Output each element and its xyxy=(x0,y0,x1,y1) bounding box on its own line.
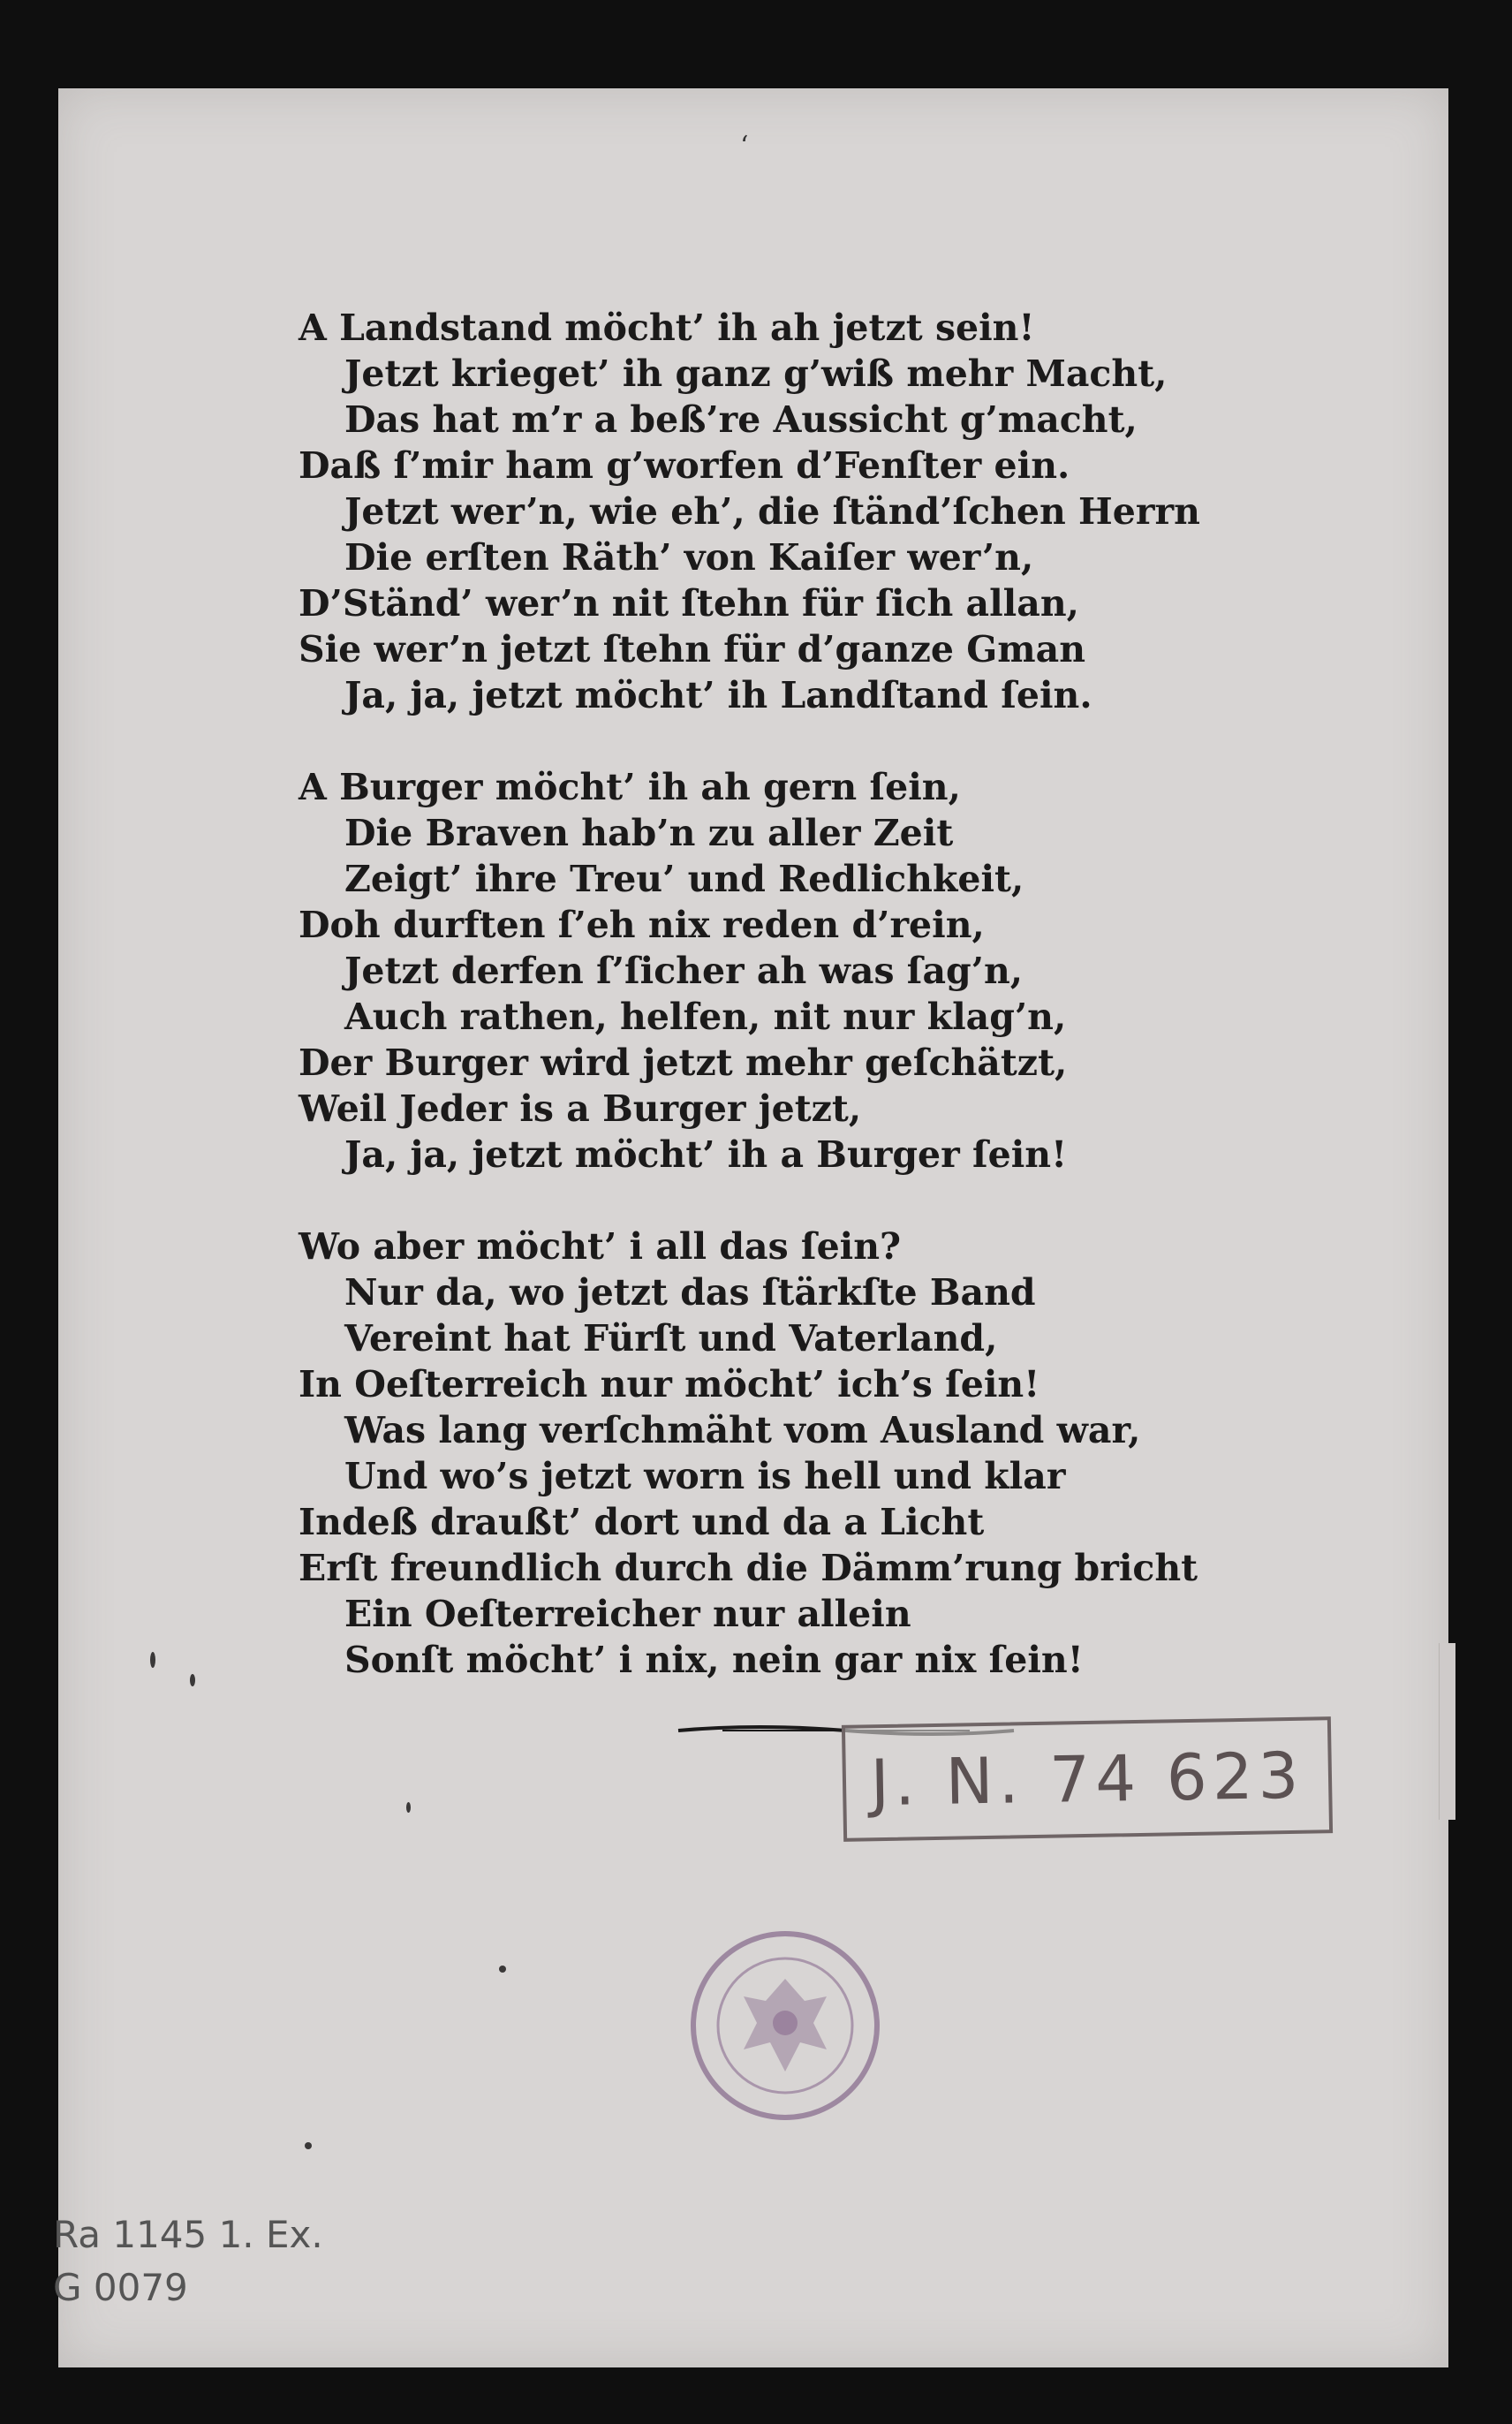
poem-line: Jetzt wer’n, wie eh’, die ſtänd’ſchen Herrn xyxy=(344,490,1200,533)
poem-line: Daß ſ’mir ham g’worfen d’Fenſter ein. xyxy=(299,444,1070,487)
poem-line: Jetzt krieget’ ih ganz g’wiß mehr Macht, xyxy=(344,352,1168,395)
ink-speck xyxy=(150,1652,155,1668)
poem-line: Ja, ja, jetzt möcht’ ih Landſtand ſein. xyxy=(344,674,1092,716)
poem-line: Die erſten Räth’ von Kaiſer wer’n, xyxy=(344,536,1034,579)
poem-line: Weil Jeder is a Burger jetzt, xyxy=(299,1087,862,1130)
poem-line: Auch rathen, helfen, nit nur klag’n, xyxy=(344,996,1067,1038)
handwritten-shelfmark xyxy=(53,2208,323,2314)
library-stamp-seal xyxy=(685,1926,885,2125)
poem-line: Die Braven hab’n zu aller Zeit xyxy=(344,812,954,854)
poem-line: Der Burger wird jetzt mehr geſchätzt, xyxy=(299,1042,1068,1084)
ink-speck xyxy=(499,1966,506,1973)
ink-speck xyxy=(406,1802,411,1813)
stanza-1 xyxy=(299,305,1200,718)
poem-line: Sonſt möcht’ i nix, nein gar nix ſein! xyxy=(344,1639,1084,1681)
poem-line: D’Ständ’ wer’n nit ſtehn für ſich allan, xyxy=(299,582,1079,625)
shelfmark-line-2: G 0079 xyxy=(53,2266,188,2309)
poem-line: Das hat m’r a beß’re Aussicht g’macht, xyxy=(344,398,1138,441)
poem-line: Erſt freundlich durch die Dämm’rung bricht xyxy=(299,1547,1198,1589)
poem-line: Vereint hat Fürſt und Vaterland, xyxy=(344,1317,998,1360)
poem-line: Doh durften ſ’eh nix reden d’rein, xyxy=(299,904,985,946)
top-mark: ‘ xyxy=(740,131,749,162)
poem-line: Was lang verſchmäht vom Ausland war, xyxy=(344,1409,1141,1451)
poem-line: Ja, ja, jetzt möcht’ ih a Burger ſein! xyxy=(344,1133,1068,1176)
poem-line: Zeigt’ ihre Treu’ und Redlichkeit, xyxy=(344,858,1024,900)
ink-speck xyxy=(190,1674,195,1686)
poem-text xyxy=(299,305,1200,1729)
poem-line: Ein Oeſterreicher nur allein xyxy=(344,1593,911,1635)
poem-line: Wo aber möcht’ i all das ſein? xyxy=(299,1225,902,1268)
stanza-2 xyxy=(299,764,1093,1178)
poem-line: In Oeſterreich nur möcht’ ich’s ſein! xyxy=(299,1363,1040,1405)
accession-number-stamp: J. N. 74 623 xyxy=(842,1716,1333,1842)
shelfmark-line-1: Ra 1145 1. Ex. xyxy=(53,2213,323,2256)
poem-line: Indeß draußt’ dort und da a Licht xyxy=(299,1501,985,1543)
poem-line: A Burger möcht’ ih ah gern ſein, xyxy=(299,766,961,808)
stanza-3 xyxy=(299,1223,1198,1683)
ink-speck xyxy=(305,2142,312,2149)
poem-line: A Landstand möcht’ ih ah jetzt sein! xyxy=(299,307,1035,349)
poem-line: Nur da, wo jetzt das ſtärkſte Band xyxy=(344,1271,1036,1314)
page-edge-fold xyxy=(1439,1643,1455,1820)
poem-line: Sie wer’n jetzt ſtehn für d’ganze Gman xyxy=(299,628,1086,670)
poem-line: Und wo’s jetzt worn is hell und klar xyxy=(344,1455,1066,1497)
poem-line: Jetzt derfen ſ’ſicher ah was ſag’n, xyxy=(344,950,1024,992)
